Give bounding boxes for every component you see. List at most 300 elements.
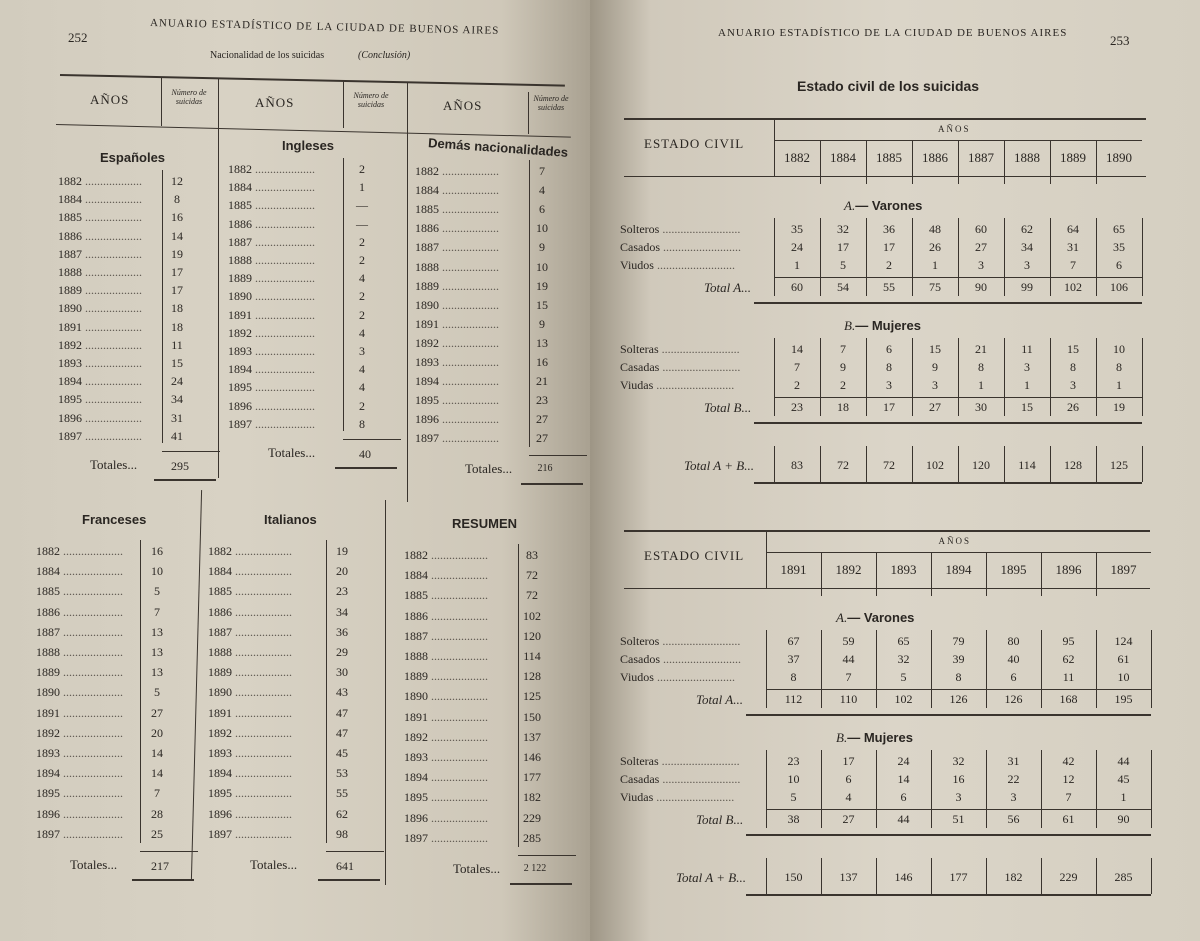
row-header: ESTADO CIVIL [644, 136, 745, 151]
civil-status: Viudos [620, 258, 654, 272]
suicide-count: 19 [536, 278, 548, 293]
year-label: 1885 [228, 198, 252, 213]
year-row [404, 669, 488, 684]
section-total-cell: 90 [975, 280, 987, 294]
section-name: — Varones [855, 198, 923, 213]
column-rule [1151, 630, 1152, 708]
year-row [58, 320, 142, 335]
year-row [415, 202, 499, 217]
suicide-count: 72 [526, 568, 538, 583]
leader-dots: .......................... [653, 378, 735, 392]
data-cell: 8 [978, 360, 984, 374]
grand-total-divider [1096, 446, 1097, 482]
leader-dots: ................... [428, 588, 488, 603]
year-header: 1888 [1014, 150, 1040, 165]
data-cell: 7 [840, 342, 846, 356]
grand-total-divider [912, 446, 913, 482]
year-label: 1884 [208, 564, 232, 579]
data-cell: 59 [842, 634, 855, 648]
data-cell: 39 [952, 652, 965, 666]
suicide-count: 20 [336, 564, 348, 579]
totals-rule [140, 851, 198, 852]
year-header: 1892 [835, 562, 862, 577]
year-row [228, 362, 315, 377]
row-label [620, 360, 740, 375]
section-title [836, 610, 914, 626]
value-column-rule [529, 160, 530, 447]
leader-dots: .......................... [659, 772, 741, 786]
year-label: 1892 [58, 337, 82, 352]
column-header-count: Número de suicidas [353, 91, 389, 109]
year-row [415, 412, 499, 427]
year-row [58, 429, 142, 444]
year-header: 1897 [1110, 562, 1137, 577]
leader-dots: ................... [439, 316, 499, 331]
data-cell: 2 [886, 258, 892, 272]
row-label [620, 670, 735, 685]
section-title [836, 730, 913, 746]
group-title: Franceses [82, 512, 147, 527]
year-row [228, 417, 315, 432]
leader-dots: ................... [82, 374, 142, 389]
suicide-count: 2 [359, 162, 365, 176]
leader-dots: ................... [82, 192, 142, 207]
year-label: 1894 [58, 374, 82, 389]
grand-total-divider [774, 446, 775, 482]
suicide-count: 9 [539, 240, 545, 255]
column-divider [385, 500, 386, 885]
year-row [228, 308, 315, 323]
year-label: 1893 [58, 356, 82, 370]
running-head: ANUARIO ESTADÍSTICO DE LA CIUDAD DE BUENOS AIRES [718, 27, 1068, 39]
left-page [0, 0, 590, 941]
column-rule [1050, 218, 1051, 296]
year-label: 1887 [415, 240, 439, 255]
table-top-rule [624, 118, 1146, 120]
year-row [404, 770, 488, 785]
civil-status: Solteras [620, 342, 659, 356]
years-label: AÑOS [938, 536, 972, 546]
grand-total-cell: 128 [1064, 458, 1082, 472]
grand-total-divider [876, 858, 877, 894]
leader-dots: ................... [232, 746, 292, 760]
year-row [228, 198, 315, 213]
column-rule [1041, 630, 1042, 708]
civil-status: Viudos [620, 670, 654, 684]
year-row [228, 271, 315, 286]
year-row [58, 301, 142, 316]
year-header: 1895 [1000, 562, 1027, 577]
year-row [228, 162, 315, 177]
column-rule [766, 630, 767, 708]
suicide-count: 177 [523, 770, 541, 785]
year-row [228, 289, 315, 304]
leader-dots: ................... [82, 319, 142, 334]
grand-total-cell: 114 [1018, 458, 1036, 472]
year-label: 1896 [58, 410, 82, 425]
leader-dots: ................... [82, 246, 142, 261]
leader-dots: .................... [60, 725, 123, 740]
grand-total-cell: 285 [1114, 870, 1133, 884]
year-row [36, 807, 123, 822]
suicide-count: 43 [336, 685, 348, 700]
year-label: 1889 [36, 665, 60, 680]
leader-dots: .................... [252, 271, 315, 286]
year-label: 1894 [208, 766, 232, 781]
year-divider [821, 552, 822, 596]
value-column-rule [162, 170, 163, 443]
year-row [208, 645, 292, 660]
suicide-count: 1 [359, 180, 365, 195]
year-row [415, 393, 499, 408]
data-cell: 16 [952, 772, 965, 786]
column-rule [766, 750, 767, 828]
year-label: 1894 [415, 374, 439, 389]
totals-bottom-rule [318, 879, 380, 881]
row-label [620, 652, 741, 667]
grand-total-divider [766, 858, 767, 894]
year-row [228, 344, 315, 359]
data-cell: 26 [929, 240, 941, 254]
data-cell: 3 [978, 258, 984, 272]
data-cell: 3 [1070, 378, 1076, 392]
column-header-years: AÑOS [255, 95, 295, 110]
suicide-count: 3 [359, 344, 365, 358]
data-cell: 6 [845, 772, 852, 786]
year-row [58, 411, 142, 426]
data-cell: 24 [897, 754, 910, 768]
leader-dots: .......................... [659, 222, 741, 236]
totals-bottom-rule [521, 483, 583, 485]
section-total-cell: 23 [791, 400, 803, 414]
year-label: 1890 [415, 297, 439, 312]
year-row [58, 192, 142, 207]
suicide-count: 34 [336, 604, 348, 619]
data-cell: 32 [837, 222, 849, 236]
data-cell: 6 [1116, 258, 1122, 272]
year-divider [1096, 552, 1097, 596]
data-cell: 95 [1062, 634, 1075, 648]
leader-dots: ................... [232, 645, 292, 659]
suicide-count: 14 [151, 746, 163, 760]
year-label: 1892 [228, 325, 252, 340]
leader-dots: .................... [252, 380, 315, 395]
data-cell: 32 [952, 754, 965, 768]
section-total-cell: 168 [1059, 692, 1078, 706]
column-rule [912, 338, 913, 416]
suicide-count: 13 [151, 665, 163, 680]
year-row [404, 750, 488, 765]
data-cell: 80 [1007, 634, 1020, 648]
suicide-count: 229 [523, 810, 541, 825]
section-total-cell: 75 [929, 280, 941, 294]
data-cell: 5 [840, 258, 846, 272]
year-label: 1897 [58, 428, 82, 443]
year-row [228, 180, 315, 195]
data-cell: 3 [886, 378, 892, 392]
grand-total-divider [1151, 858, 1152, 894]
suicide-count: 17 [171, 283, 183, 298]
table-subtitle: Nacionalidad de los suicidas [210, 50, 325, 61]
data-cell: 22 [1007, 772, 1020, 786]
suicide-count: 7 [539, 164, 545, 178]
year-divider [912, 140, 913, 184]
column-divider [161, 78, 162, 126]
year-row [58, 265, 142, 280]
section-total-label: Total A... [696, 692, 743, 707]
section-total-label: Total A... [704, 280, 751, 295]
suicide-count: 41 [171, 428, 183, 443]
leader-dots: ................... [232, 685, 292, 700]
data-cell: 65 [897, 634, 910, 648]
grand-total-cell: 120 [972, 458, 990, 472]
suicide-count: 34 [171, 392, 183, 407]
leader-dots: ................... [439, 393, 499, 408]
year-row [36, 685, 123, 700]
data-cell: 44 [842, 652, 855, 666]
section-total-cell: 56 [1007, 812, 1020, 826]
year-label: 1886 [36, 604, 60, 619]
leader-dots: ................... [439, 278, 499, 293]
year-label: 1885 [415, 202, 439, 217]
year-row [208, 564, 292, 579]
suicide-count: 2 [359, 234, 365, 249]
data-cell: 15 [1067, 342, 1079, 356]
data-cell: 23 [787, 754, 800, 768]
data-cell: 24 [791, 240, 803, 254]
years-label: AÑOS [938, 124, 971, 134]
leader-dots: .................... [252, 289, 315, 304]
year-row [208, 665, 292, 680]
leader-dots: .................... [60, 746, 123, 760]
data-cell: 31 [1067, 240, 1079, 254]
year-row [208, 726, 292, 741]
value-column-rule [140, 540, 141, 843]
leader-dots: .................... [60, 624, 123, 639]
suicide-count: 146 [523, 750, 541, 764]
year-row [415, 374, 499, 389]
suicide-count: — [356, 216, 368, 231]
column-divider [343, 80, 344, 128]
year-row [36, 726, 123, 741]
column-rule [958, 338, 959, 416]
grand-total-cell: 83 [791, 458, 803, 472]
civil-status: Solteros [620, 634, 660, 648]
suicide-count: 19 [336, 544, 348, 558]
data-cell: 42 [1062, 754, 1075, 768]
leader-dots: .......................... [659, 634, 741, 648]
year-header: 1886 [922, 150, 948, 165]
section-bottom-rule [746, 714, 1151, 716]
leader-dots: ................... [232, 584, 292, 599]
leader-dots: ................... [428, 729, 488, 744]
year-label: 1893 [208, 746, 232, 760]
header-bottom-rule [624, 176, 1146, 177]
leader-dots: ................... [428, 770, 488, 785]
year-row [228, 217, 315, 232]
suicide-count: 25 [151, 826, 163, 841]
year-label: 1886 [58, 228, 82, 243]
suicide-count: 29 [336, 645, 348, 659]
section-total-cell: 27 [929, 400, 941, 414]
data-cell: 32 [897, 652, 910, 666]
column-rule [1004, 338, 1005, 416]
year-row [36, 746, 123, 761]
data-cell: 3 [932, 378, 938, 392]
leader-dots: .................... [60, 665, 123, 680]
year-label: 1897 [36, 826, 60, 841]
leader-dots: ................... [439, 374, 499, 389]
section-title [844, 198, 922, 214]
column-rule [876, 750, 877, 828]
totals-bottom-rule [132, 879, 194, 881]
year-header: 1889 [1060, 150, 1086, 165]
leader-dots: .................... [252, 253, 315, 267]
group-title: Italianos [264, 512, 317, 527]
column-divider [191, 490, 202, 880]
year-row [404, 811, 488, 826]
leader-dots: ................... [439, 412, 499, 427]
leader-dots: ................... [439, 259, 499, 274]
data-cell: 11 [1062, 670, 1075, 684]
suicide-count: 53 [336, 766, 348, 781]
year-label: 1888 [36, 645, 60, 659]
suicide-count: 8 [359, 416, 365, 431]
years-rule [766, 552, 1151, 553]
section-total-cell: 17 [883, 400, 895, 414]
section-letter: A. [836, 610, 848, 625]
totals-rule [162, 451, 220, 452]
suicide-count: 4 [359, 325, 365, 340]
year-label: 1882 [415, 164, 439, 178]
section-total-cell: 54 [837, 280, 849, 294]
suicide-count: 15 [536, 297, 548, 312]
year-label: 1890 [228, 289, 252, 304]
value-column-rule [343, 158, 344, 431]
grand-total-cell: 137 [839, 870, 858, 884]
year-row [415, 164, 499, 179]
leader-dots: ................... [439, 355, 499, 369]
leader-dots: ................... [428, 669, 488, 684]
year-divider [1041, 552, 1042, 596]
suicide-count: 30 [336, 665, 348, 680]
year-label: 1891 [58, 319, 82, 334]
data-cell: 60 [975, 222, 987, 236]
year-label: 1885 [36, 584, 60, 599]
section-total-cell: 102 [894, 692, 913, 706]
leader-dots: ................... [232, 544, 292, 558]
grand-total-divider [958, 446, 959, 482]
header-bottom-rule [624, 588, 1150, 589]
section-total-cell: 18 [837, 400, 849, 414]
data-cell: 48 [929, 222, 941, 236]
section-total-cell: 112 [784, 692, 803, 706]
data-cell: 9 [840, 360, 846, 374]
header-top-rule [60, 74, 565, 87]
column-rule [866, 218, 867, 296]
table-subtitle-note: (Conclusión) [358, 50, 411, 61]
year-row [58, 392, 142, 407]
year-row [404, 790, 488, 805]
data-cell: 1 [978, 378, 984, 392]
header-divider [774, 118, 775, 176]
suicide-count: 16 [171, 210, 183, 225]
data-cell: 124 [1114, 634, 1133, 648]
leader-dots: ................... [439, 202, 499, 217]
data-cell: 40 [1007, 652, 1020, 666]
section-total-cell: 19 [1113, 400, 1125, 414]
page-title: Estado civil de los suicidas [797, 78, 980, 94]
leader-dots: .................... [252, 234, 315, 249]
year-label: 1886 [228, 216, 252, 231]
year-label: 1885 [404, 588, 428, 603]
suicide-count: 4 [539, 183, 545, 198]
leader-dots: ................... [82, 265, 142, 279]
suicide-count: 20 [151, 725, 163, 740]
year-header: 1884 [830, 150, 856, 165]
suicide-count: 7 [154, 786, 160, 801]
year-label: 1887 [58, 246, 82, 261]
suicide-count: 27 [536, 431, 548, 446]
value-column-rule [326, 540, 327, 843]
leader-dots: ................... [428, 608, 488, 623]
year-label: 1882 [58, 174, 82, 188]
suicide-count: 27 [536, 412, 548, 427]
header-divider [766, 530, 767, 588]
year-label: 1893 [415, 355, 439, 369]
data-cell: 4 [845, 790, 852, 804]
data-cell: 35 [791, 222, 803, 236]
leader-dots: ................... [82, 228, 142, 243]
header-bottom-rule [56, 124, 571, 138]
data-cell: 34 [1021, 240, 1033, 254]
section-total-cell: 99 [1021, 280, 1033, 294]
year-label: 1895 [58, 392, 82, 407]
year-label: 1888 [228, 253, 252, 267]
grand-total-label: Total A + B... [676, 870, 746, 885]
column-rule [820, 218, 821, 296]
leader-dots: ................... [82, 174, 142, 188]
suicide-count: 23 [536, 393, 548, 408]
year-label: 1891 [208, 705, 232, 720]
suicide-count: 9 [539, 316, 545, 331]
leader-dots: .................... [252, 362, 315, 377]
leader-dots: .................... [60, 564, 123, 579]
year-label: 1887 [228, 234, 252, 249]
year-row [415, 336, 499, 351]
table-top-rule [624, 530, 1150, 532]
suicide-count: 5 [154, 584, 160, 599]
column-divider [218, 78, 219, 478]
year-divider [1050, 140, 1051, 184]
data-cell: 37 [787, 652, 800, 666]
leader-dots: ................... [428, 548, 488, 562]
column-rule [774, 218, 775, 296]
grand-total-divider [931, 858, 932, 894]
leader-dots: ................... [439, 240, 499, 255]
subtotal-rule [766, 689, 1151, 690]
suicide-count: 45 [336, 746, 348, 760]
page-number: 253 [1110, 33, 1130, 48]
leader-dots: ................... [232, 786, 292, 801]
year-row [58, 338, 142, 353]
section-bottom-rule [754, 422, 1142, 424]
data-cell: 1 [932, 258, 938, 272]
column-rule [958, 218, 959, 296]
leader-dots: ................... [232, 766, 292, 781]
year-label: 1892 [208, 725, 232, 740]
column-rule [912, 218, 913, 296]
